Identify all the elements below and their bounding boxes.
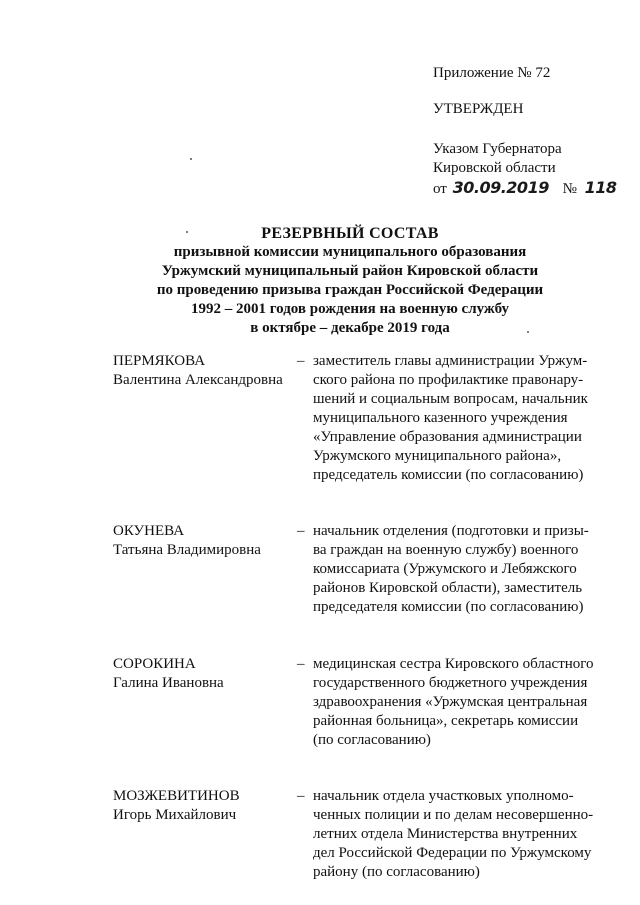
member-dash: – bbox=[297, 523, 305, 539]
document-title: РЕЗЕРВНЫЙ СОСТАВ bbox=[261, 225, 439, 242]
member-entry bbox=[113, 655, 605, 750]
handwritten-number: 118 bbox=[584, 178, 617, 197]
member-given-names: Валентина Александровна bbox=[113, 372, 283, 388]
member-dash: – bbox=[297, 353, 305, 369]
member-given-names: Галина Ивановна bbox=[113, 675, 224, 691]
members-list bbox=[113, 352, 605, 882]
member-role: начальник отдела участковых уполномо- ченных полиции и по делам несовершенно- летних отдела Министерства внутренних дел Российской Федерации по Уржумскому району (по согласованию) bbox=[313, 788, 594, 880]
member-dash: – bbox=[297, 788, 305, 804]
scan-speck bbox=[527, 331, 529, 333]
decree-line-2: Кировской области bbox=[433, 160, 556, 176]
member-given-names: Игорь Михайлович bbox=[113, 807, 237, 823]
member-person bbox=[113, 787, 293, 882]
member-person bbox=[113, 655, 293, 750]
member-surname: ПЕРМЯКОВА bbox=[113, 353, 206, 369]
heading-line-4: 1992 – 2001 годов рождения на военную службу bbox=[190, 301, 510, 317]
heading-line-2: Уржумский муниципальный район Кировской области bbox=[161, 263, 539, 279]
appendix-number: Приложение № 72 bbox=[433, 65, 551, 81]
date-prefix: от bbox=[433, 181, 447, 197]
member-entry bbox=[113, 787, 605, 882]
decree-date-number bbox=[433, 178, 633, 199]
member-role: медицинская сестра Кировского областного государственного бюджетного учреждения здравоохранения «Уржумская центральная районная больница», секретарь комиссии (по согласованию) bbox=[313, 656, 594, 748]
scan-speck bbox=[186, 231, 188, 233]
member-entry bbox=[113, 522, 605, 617]
member-given-names: Татьяна Владимировна bbox=[113, 542, 261, 558]
member-surname: СОРОКИНА bbox=[113, 656, 196, 672]
scan-speck bbox=[190, 158, 192, 160]
document-heading bbox=[120, 224, 580, 338]
member-person bbox=[113, 522, 293, 617]
heading-line-1: призывной комиссии муниципального образования bbox=[173, 244, 527, 260]
heading-line-3: по проведению призыва граждан Российской Федерации bbox=[156, 282, 544, 298]
member-person bbox=[113, 352, 293, 485]
number-prefix: № bbox=[562, 181, 577, 197]
decree-line-1: Указом Губернатора bbox=[433, 141, 562, 157]
member-entry bbox=[113, 352, 605, 485]
heading-line-5: в октябре – декабре 2019 года bbox=[250, 320, 450, 336]
member-role: заместитель главы администрации Уржум- ского района по профилактике правонару- шений и социальным вопросам, начальник муниципального казенного учреждения «Управление образования администрации Уржумского муниципального района», председатель комиссии (по согласованию) bbox=[313, 353, 588, 483]
member-surname: ОКУНЕВА bbox=[113, 523, 185, 539]
handwritten-date: 30.09.2019 bbox=[452, 178, 549, 197]
approved-stamp-text: УТВЕРЖДЕН bbox=[433, 101, 524, 117]
approval-block bbox=[433, 64, 633, 199]
member-surname: МОЗЖЕВИТИНОВ bbox=[113, 788, 240, 804]
member-role: начальник отделения (подготовки и призы- ва граждан на военную службу) военного комиссариата (Уржумского и Лебяжского районов Кировской области), заместитель председателя комиссии (по согласованию) bbox=[313, 523, 589, 615]
member-dash: – bbox=[297, 656, 305, 672]
